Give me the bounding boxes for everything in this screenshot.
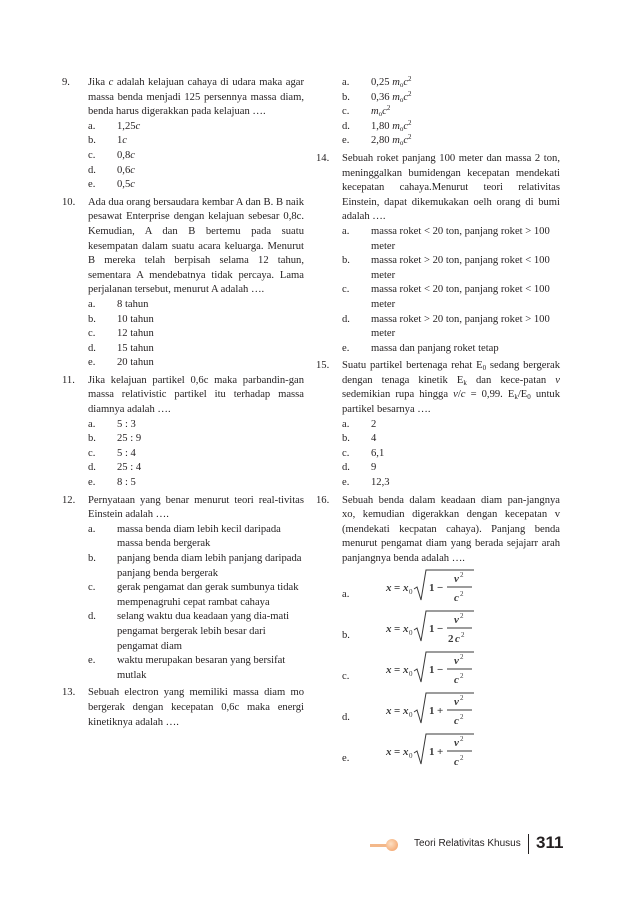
option-e: e. 8 : 5 bbox=[88, 477, 136, 489]
formula-symbol: = bbox=[394, 581, 401, 594]
question-text: Suatu partikel bertenaga rehat $E_0$ sedang bergerak dengan tenaga kinetik $E_k$ dan kece-patan v sedemikian rupa hingga v/c = 0,99. $E_k/E_0$ untuk partikel besarnya …. bbox=[342, 360, 560, 416]
option-d: d. selang waktu dua keadaan yang dia-mati pengamat bergerak lebih besar dari pengamat diam bbox=[88, 611, 290, 652]
question-9 bbox=[62, 76, 304, 193]
footer-accent-dot bbox=[386, 839, 398, 851]
radical-sign bbox=[414, 570, 474, 600]
formula-symbol: 0 bbox=[409, 587, 413, 596]
formula-symbol: = bbox=[394, 622, 401, 635]
formula-symbol: = bbox=[394, 704, 401, 717]
question-14 bbox=[316, 152, 560, 356]
question-text: Ada dua orang bersaudara kembar A dan B. B naik pesawat Enterprise dengan kelajuan sebesar 0,8c. Kemudian, A dan B bertemu pada suatu kesempatan dalam suatu acara keluarga. Menurut B mereka telah berpisah selama 12 tahun, sementara A mendebatnya tidak percaya. Lama perjalanan tersebut, menurut A adalah …. bbox=[88, 196, 304, 296]
formula-numerator: v bbox=[454, 736, 459, 749]
formula-symbol: = bbox=[394, 663, 401, 676]
option-a: a. 8 tahun bbox=[88, 298, 149, 310]
formula-one: 1 bbox=[429, 581, 435, 594]
formula-symbol: 2 bbox=[461, 630, 465, 639]
formula-symbol: 0 bbox=[409, 710, 413, 719]
formula-operator: − bbox=[437, 663, 444, 676]
formula-one: 1 bbox=[429, 622, 435, 635]
options-list bbox=[342, 225, 560, 356]
formula-numerator: v bbox=[454, 613, 459, 626]
options-list bbox=[88, 120, 304, 193]
options-list bbox=[88, 418, 304, 491]
option-a: a. massa roket < 20 ton, panjang roket > 100 meter bbox=[342, 225, 550, 252]
option-letter: e. bbox=[342, 752, 350, 764]
formula-image bbox=[384, 649, 476, 689]
formula-symbol: 0 bbox=[409, 669, 413, 678]
option-d: d. 9 bbox=[342, 462, 377, 474]
formula-symbol: 2 bbox=[460, 570, 464, 579]
formula-symbol: x bbox=[386, 704, 392, 717]
option-c: c. gerak pengamat dan gerak sumbunya tidak mempenagruhi cepat rambat cahaya bbox=[88, 582, 299, 608]
options-list bbox=[342, 76, 560, 149]
formula-symbol: x bbox=[403, 704, 409, 717]
question-text: Sebuah electron yang memiliki massa diam mo bergerak dengan kecepatan 0,6c maka energi kinetiknya adalah …. bbox=[88, 687, 304, 728]
page-footer bbox=[0, 832, 638, 862]
question-15 bbox=[316, 359, 560, 490]
option-a: a. massa benda diam lebih kecil daripada massa benda bergerak bbox=[88, 523, 281, 550]
question-number: 15. bbox=[316, 360, 330, 372]
question-13 bbox=[62, 686, 304, 730]
formula-denominator: c bbox=[454, 755, 459, 768]
option-c: c. 6,1 bbox=[342, 447, 385, 459]
option-letter: a. bbox=[342, 588, 350, 600]
question-text: Sebuah roket panjang 100 meter dan massa 2 ton, meninggalkan bumidengan kecepatan mendekati kecepatan cahaya.Menurut teori relativitas Einstein, dapat dikemukakan oelh orang di bumi adalah …. bbox=[342, 152, 560, 223]
question-number: 9. bbox=[62, 77, 70, 88]
option-d: d. 1,80 $m_oc^2$ bbox=[342, 118, 412, 133]
formula-symbol: x bbox=[403, 663, 409, 676]
option-a bbox=[342, 567, 560, 608]
options-list bbox=[342, 567, 560, 772]
formula-denominator: c bbox=[454, 714, 459, 727]
option-a: a. 0,25 $m_oc^2$ bbox=[342, 75, 412, 89]
formula-symbol: 2 bbox=[460, 753, 464, 762]
radical-sign bbox=[414, 652, 474, 682]
formula-denominator: c bbox=[454, 673, 459, 686]
radical-sign bbox=[414, 734, 474, 764]
option-b: b. panjang benda diam lebih panjang daripada panjang benda bergerak bbox=[88, 553, 302, 579]
option-e bbox=[342, 731, 560, 772]
radical-sign bbox=[414, 693, 474, 723]
option-a: a. 5 : 3 bbox=[88, 418, 136, 430]
left-column bbox=[62, 76, 304, 733]
option-d: d. 15 tahun bbox=[88, 342, 154, 354]
formula-one: 1 bbox=[429, 704, 435, 717]
formula-symbol: = bbox=[394, 745, 401, 758]
question-number: 11. bbox=[62, 374, 75, 386]
page-number: 311 bbox=[536, 833, 564, 852]
formula-symbol: 2 bbox=[460, 611, 464, 620]
question-text: Sebuah benda dalam keadaan diam pan-jangnya xo, kemudian digerakkan dengan kecepatan v (mendekati kecpatan cahaya). Panjang benda menurut pengamat diam yang berada sejajarr arah panjangnya benda adalah …. bbox=[342, 494, 560, 564]
formula-symbol: 2 bbox=[460, 589, 464, 598]
formula-symbol: 2 bbox=[460, 671, 464, 680]
option-b: b. 4 bbox=[342, 433, 377, 445]
question-12 bbox=[62, 494, 304, 684]
formula-image bbox=[384, 608, 476, 648]
formula-denominator-coef: 2 bbox=[448, 632, 454, 645]
formula-operator: − bbox=[437, 581, 444, 594]
footer-divider bbox=[528, 834, 529, 854]
options-list bbox=[342, 418, 560, 491]
question-number: 14. bbox=[316, 152, 330, 164]
formula-numerator: v bbox=[454, 695, 459, 708]
question-16 bbox=[316, 494, 560, 772]
question-11 bbox=[62, 374, 304, 491]
option-b: b. 0,36 $m_oc^2$ bbox=[342, 89, 412, 104]
formula-numerator: v bbox=[454, 572, 459, 585]
option-a: a. 2 bbox=[342, 418, 377, 430]
chapter-title: Teori Relativitas Khusus bbox=[414, 838, 521, 849]
question-text: Pernyataan yang benar menurut teori real-tivitas Einstein adalah …. bbox=[88, 494, 304, 521]
question-13-options bbox=[316, 76, 560, 149]
formula-operator: + bbox=[437, 745, 444, 758]
formula-denominator: c bbox=[455, 632, 460, 645]
option-e: e. 20 tahun bbox=[88, 357, 154, 369]
option-d: d. 25 : 4 bbox=[88, 462, 142, 474]
option-e: e. 0,5c bbox=[88, 179, 135, 191]
formula-symbol: x bbox=[386, 581, 392, 594]
question-text: Jika c adalah kelajuan cahaya di udara maka agar massa benda menjadi 125 persennya massa diam, benda harus digerakkan pada kelajuan …. bbox=[88, 77, 305, 118]
formula-symbol: 2 bbox=[460, 734, 464, 743]
formula-image bbox=[384, 690, 476, 730]
option-b: b. 1c bbox=[88, 135, 127, 147]
options-list bbox=[88, 523, 304, 684]
option-b: b. 10 tahun bbox=[88, 313, 154, 325]
formula-symbol: 2 bbox=[460, 712, 464, 721]
option-c: c. $m_oc^2$ bbox=[342, 104, 391, 119]
option-c: c. 5 : 4 bbox=[88, 447, 136, 459]
radical-sign bbox=[414, 611, 474, 641]
option-b: b. 25 : 9 bbox=[88, 433, 142, 445]
option-d: d. 0,6c bbox=[88, 164, 135, 176]
formula-symbol: x bbox=[386, 663, 392, 676]
option-letter: d. bbox=[342, 711, 350, 723]
options-list bbox=[88, 298, 304, 371]
option-b bbox=[342, 608, 560, 649]
option-c: c. 12 tahun bbox=[88, 328, 154, 340]
formula-one: 1 bbox=[429, 663, 435, 676]
formula-operator: + bbox=[437, 704, 444, 717]
question-number: 10. bbox=[62, 196, 76, 208]
option-c: c. 0,8c bbox=[88, 149, 135, 161]
question-number: 13. bbox=[62, 687, 76, 699]
option-letter: b. bbox=[342, 629, 350, 641]
question-text: Jika kelajuan partikel 0,6c maka parbandin-gan massa relativistic partikel itu terhadap massa diamnya adalah …. bbox=[88, 374, 304, 416]
option-d bbox=[342, 690, 560, 731]
right-column bbox=[316, 76, 560, 775]
formula-symbol: x bbox=[403, 622, 409, 635]
option-e: e. 2,80 $m_oc^2$ bbox=[342, 133, 412, 148]
option-a: a. 1,25c bbox=[88, 120, 141, 132]
formula-symbol: x bbox=[386, 745, 392, 758]
formula-symbol: x bbox=[403, 745, 409, 758]
question-number: 12. bbox=[62, 494, 76, 506]
question-10 bbox=[62, 196, 304, 371]
option-b: b. massa roket > 20 ton, panjang roket < 100 meter bbox=[342, 255, 550, 281]
formula-symbol: 2 bbox=[460, 652, 464, 661]
formula-symbol: 2 bbox=[460, 693, 464, 702]
formula-symbol: x bbox=[386, 622, 392, 635]
option-e: e. 12,3 bbox=[342, 477, 390, 489]
formula-symbol: 0 bbox=[409, 751, 413, 760]
option-c: c. massa roket < 20 ton, panjang roket < 100 meter bbox=[342, 284, 550, 310]
question-number: 16. bbox=[316, 494, 330, 506]
option-c bbox=[342, 649, 560, 690]
formula-denominator: c bbox=[454, 591, 459, 604]
option-e: e. massa dan panjang roket tetap bbox=[342, 342, 499, 354]
formula-operator: − bbox=[437, 622, 444, 635]
option-d: d. massa roket > 20 ton, panjang roket > 100 meter bbox=[342, 313, 550, 340]
formula-image bbox=[384, 567, 476, 607]
option-e: e. waktu merupakan besaran yang bersifat mutlak bbox=[88, 655, 286, 681]
formula-symbol: x bbox=[403, 581, 409, 594]
formula-one: 1 bbox=[429, 745, 435, 758]
formula-image bbox=[384, 731, 476, 771]
formula-numerator: v bbox=[454, 654, 459, 667]
option-letter: c. bbox=[342, 670, 350, 682]
formula-symbol: 0 bbox=[409, 628, 413, 637]
